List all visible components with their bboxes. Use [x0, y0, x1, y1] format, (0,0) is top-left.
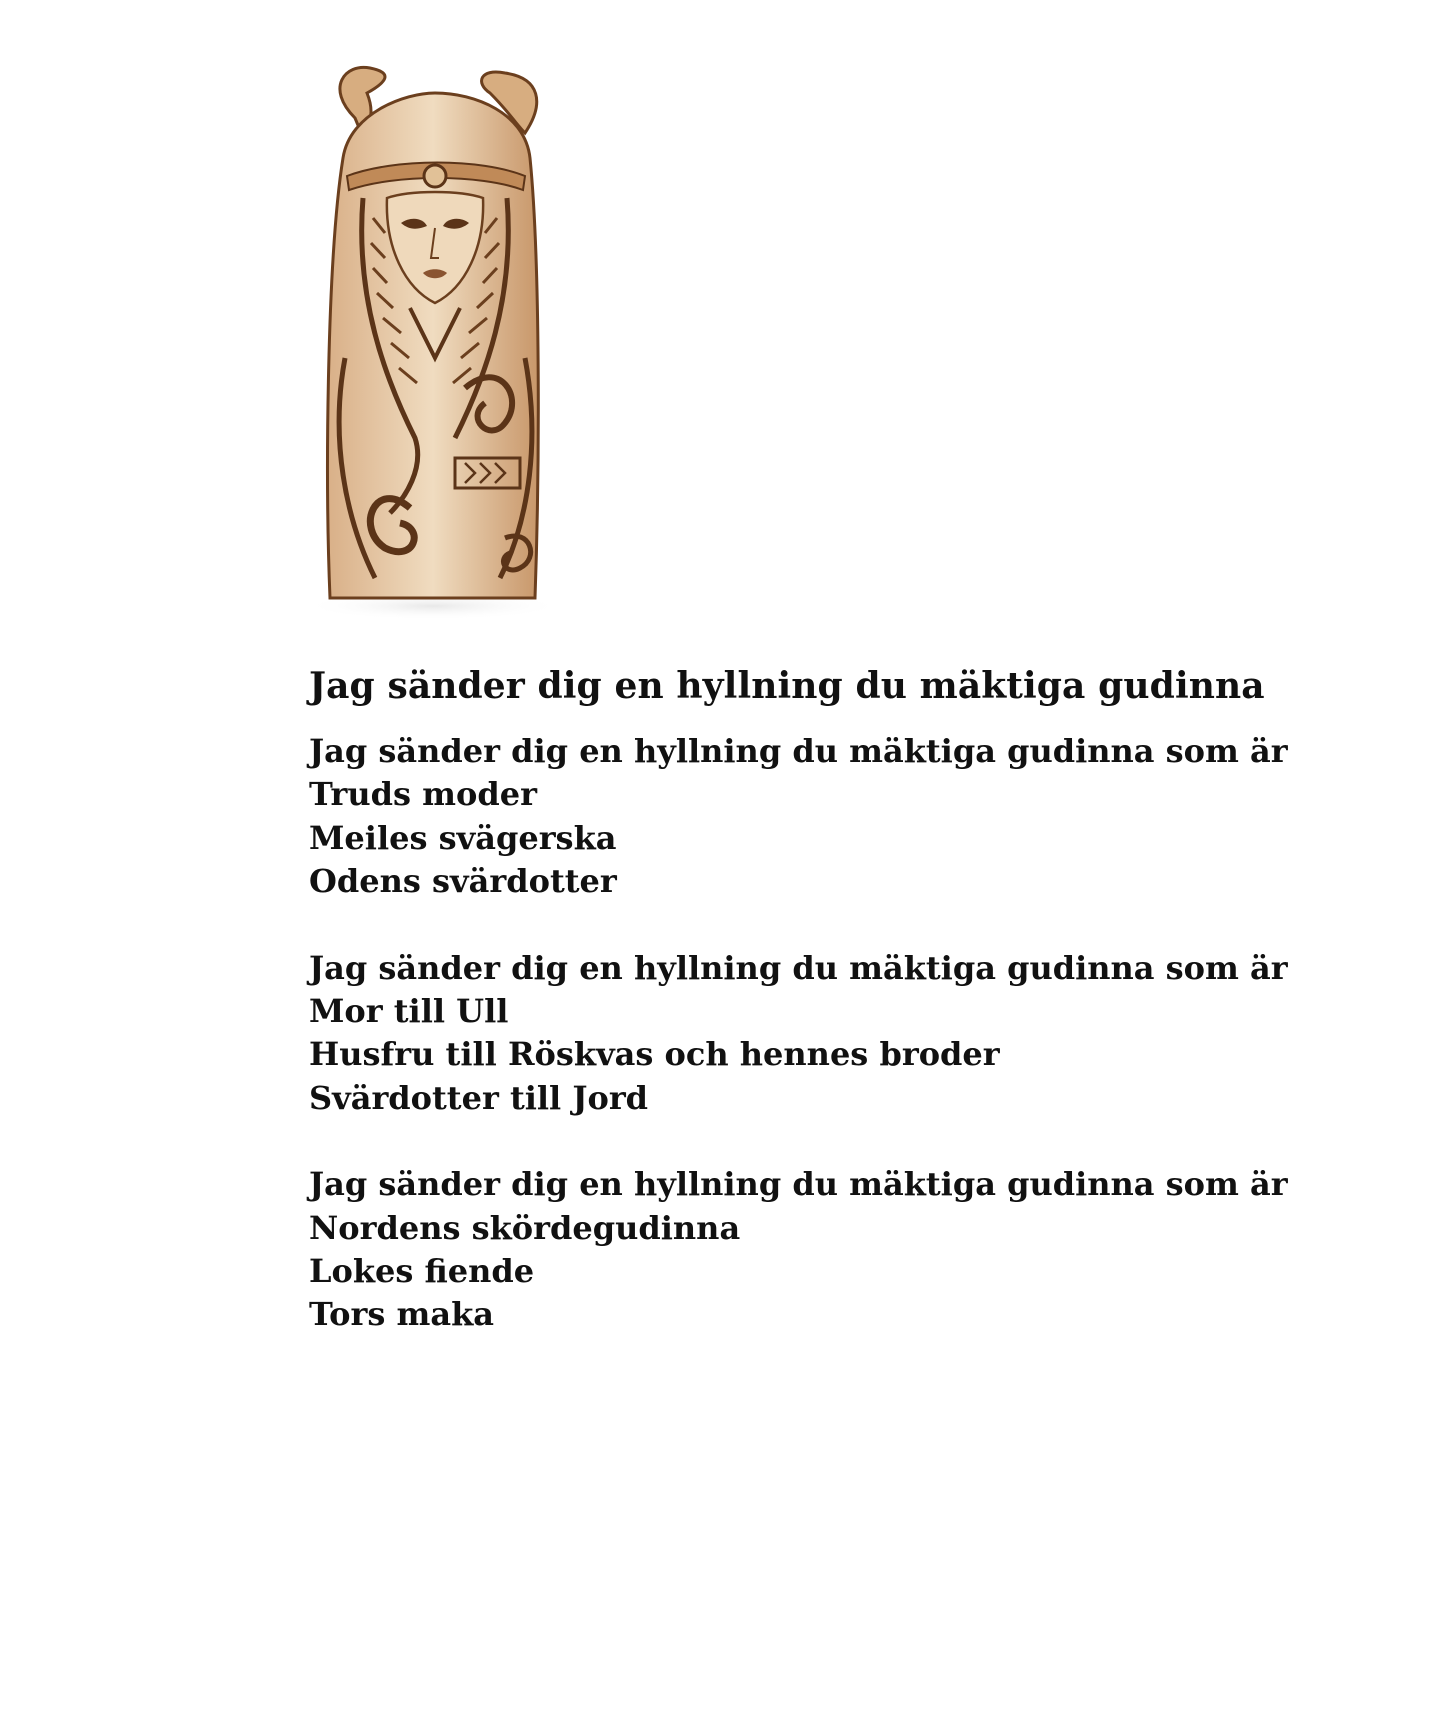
stanza-line: Jag sänder dig en hyllning du mäktiga gudinna som är [309, 1165, 1288, 1204]
stanza-line: Meiles svägerska [309, 818, 617, 857]
stanza-line: Odens svärdotter [309, 862, 617, 901]
stanza-line: Nordens skördegudinna [309, 1208, 741, 1247]
goddess-statue-image [315, 58, 565, 638]
statue-illustration [315, 58, 565, 638]
stanza-line: Lokes fiende [309, 1252, 535, 1291]
poem [309, 662, 1309, 1380]
stanza-2 [309, 947, 1309, 1121]
stanza-line: Mor till Ull [309, 992, 509, 1031]
stanza-line: Truds moder [309, 775, 537, 814]
stanza-line: Tors maka [309, 1295, 494, 1334]
stanza-line: Jag sänder dig en hyllning du mäktiga gudinna som är [309, 948, 1288, 987]
stanza-1 [309, 730, 1309, 904]
stanza-3 [309, 1163, 1309, 1337]
stanza-line: Husfru till Röskvas och hennes broder [309, 1035, 1000, 1074]
stanza-line: Jag sänder dig en hyllning du mäktiga gudinna som är [309, 732, 1288, 770]
stanza-line: Svärdotter till Jord [309, 1078, 649, 1117]
poem-title: Jag sänder dig en hyllning du mäktiga gudinna [309, 665, 1265, 707]
